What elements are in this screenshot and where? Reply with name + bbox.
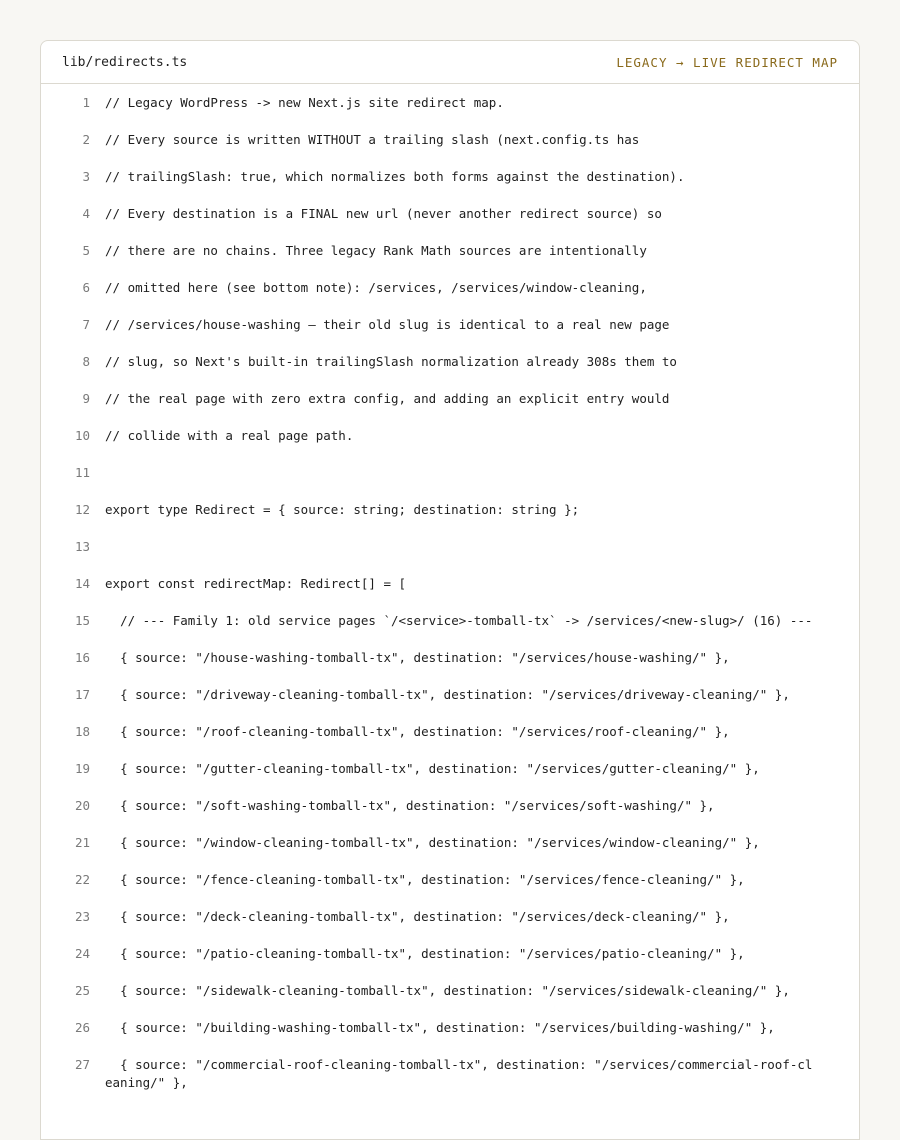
line-text: { source: "/house-washing-tomball-tx", destination: "/services/house-washing/" }, [105, 650, 730, 665]
line-text: { source: "/deck-cleaning-tomball-tx", destination: "/services/deck-cleaning/" }, [105, 909, 730, 924]
line-number: 7 [82, 317, 90, 332]
code-line [41, 908, 859, 945]
line-text: { source: "/building-washing-tomball-tx", destination: "/services/building-washing/" }, [105, 1020, 775, 1035]
code-line [41, 1019, 859, 1056]
line-number: 18 [74, 724, 90, 739]
code-panel [40, 40, 860, 1140]
code-line [41, 871, 859, 908]
code-body[interactable] [41, 84, 859, 1093]
line-text: // the real page with zero extra config, and adding an explicit entry would [105, 391, 670, 406]
line-number: 21 [74, 835, 90, 850]
line-number: 2 [82, 132, 90, 147]
code-line [41, 649, 859, 686]
line-number: 4 [82, 206, 90, 221]
code-line [41, 538, 859, 575]
line-number: 27 [74, 1057, 90, 1072]
line-number: 15 [74, 613, 90, 628]
line-text: // there are no chains. Three legacy Rank Math sources are intentionally [105, 243, 647, 258]
line-text: { source: "/commercial-roof-cleaning-tomball-tx", destination: "/services/commercial-roof-cleaning/" }, [105, 1057, 813, 1090]
code-line [41, 168, 859, 205]
code-line [41, 797, 859, 834]
line-text: // /services/house-washing — their old slug is identical to a real new page [105, 317, 670, 332]
line-number: 8 [82, 354, 90, 369]
line-text: export const redirectMap: Redirect[] = [ [105, 576, 407, 591]
line-text: // Every destination is a FINAL new url (never another redirect source) so [105, 206, 662, 221]
code-line [41, 94, 859, 131]
line-text: // Legacy WordPress -> new Next.js site redirect map. [105, 95, 504, 110]
line-text: // slug, so Next's built-in trailingSlash normalization already 308s them to [105, 354, 677, 369]
panel-label: LEGACY → LIVE REDIRECT MAP [616, 54, 838, 70]
line-text: { source: "/roof-cleaning-tomball-tx", destination: "/services/roof-cleaning/" }, [105, 724, 730, 739]
line-number: 20 [74, 798, 90, 813]
line-number: 9 [82, 391, 90, 406]
line-text: { source: "/soft-washing-tomball-tx", destination: "/services/soft-washing/" }, [105, 798, 715, 813]
line-text: { source: "/fence-cleaning-tomball-tx", destination: "/services/fence-cleaning/" }, [105, 872, 745, 887]
code-line [41, 723, 859, 760]
code-line [41, 427, 859, 464]
line-text: export type Redirect = { source: string; destination: string }; [105, 502, 580, 517]
line-number: 23 [74, 909, 90, 924]
line-text: { source: "/gutter-cleaning-tomball-tx", destination: "/services/gutter-cleaning/" }, [105, 761, 760, 776]
line-text: // trailingSlash: true, which normalizes both forms against the destination). [105, 169, 685, 184]
line-number: 1 [82, 95, 90, 110]
code-line [41, 612, 859, 649]
line-number: 17 [74, 687, 90, 702]
code-line [41, 945, 859, 982]
line-number: 25 [74, 983, 90, 998]
line-number: 10 [74, 428, 90, 443]
line-number: 14 [74, 576, 90, 591]
line-text: { source: "/window-cleaning-tomball-tx", destination: "/services/window-cleaning/" }, [105, 835, 760, 850]
line-text: // --- Family 1: old service pages `/<service>-tomball-tx` -> /services/<new-slug>/ (16) --- [105, 613, 813, 628]
line-number: 24 [74, 946, 90, 961]
code-line [41, 131, 859, 168]
line-text: // collide with a real page path. [105, 428, 354, 443]
line-number: 19 [74, 761, 90, 776]
code-line [41, 464, 859, 501]
code-line [41, 1056, 859, 1093]
line-text: // omitted here (see bottom note): /services, /services/window-cleaning, [105, 280, 647, 295]
code-line [41, 982, 859, 1019]
line-number: 3 [82, 169, 90, 184]
line-text: { source: "/sidewalk-cleaning-tomball-tx", destination: "/services/sidewalk-cleaning/" }, [105, 983, 790, 998]
line-number: 22 [74, 872, 90, 887]
line-number: 26 [74, 1020, 90, 1035]
code-line [41, 316, 859, 353]
code-line [41, 353, 859, 390]
code-line [41, 834, 859, 871]
code-line [41, 760, 859, 797]
code-line [41, 242, 859, 279]
line-number: 16 [74, 650, 90, 665]
line-number: 6 [82, 280, 90, 295]
line-number: 12 [74, 502, 90, 517]
file-name: lib/redirects.ts [62, 54, 188, 70]
code-line [41, 390, 859, 427]
code-line [41, 279, 859, 316]
code-line [41, 205, 859, 242]
line-number: 11 [74, 465, 90, 480]
line-number: 5 [82, 243, 90, 258]
line-text: { source: "/driveway-cleaning-tomball-tx", destination: "/services/driveway-cleaning/" }, [105, 687, 790, 702]
code-line [41, 501, 859, 538]
panel-header [41, 41, 859, 84]
code-line [41, 575, 859, 612]
line-text: // Every source is written WITHOUT a trailing slash (next.config.ts has [105, 132, 640, 147]
line-text: { source: "/patio-cleaning-tomball-tx", destination: "/services/patio-cleaning/" }, [105, 946, 745, 961]
line-number: 13 [74, 539, 90, 554]
code-line [41, 686, 859, 723]
